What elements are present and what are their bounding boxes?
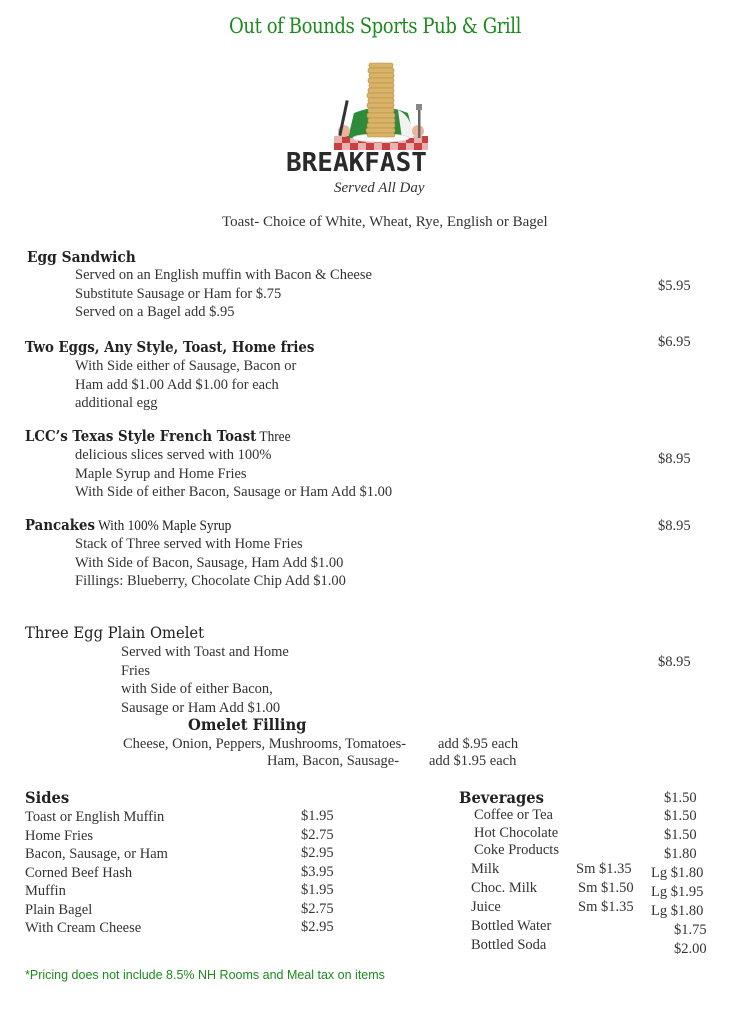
description-line: Served with Toast and Home	[121, 644, 289, 660]
beverage-large-price: Lg $1.95	[651, 884, 704, 900]
item-description	[75, 266, 372, 322]
side-name: Plain Bagel	[25, 901, 93, 918]
item-heading-pancakes	[25, 517, 231, 535]
description-line: Fillings: Blueberry, Chocolate Chip Add $1.00	[75, 573, 346, 589]
description-line: Served on an English muffin with Bacon & Cheese	[75, 267, 372, 283]
description-line: Substitute Sausage or Ham for $.75	[75, 285, 282, 302]
pancake-stack-illustration	[326, 58, 436, 153]
beverage-name: Coke Products	[474, 842, 559, 858]
beverage-name: Bottled Water	[471, 918, 552, 934]
filling-price: add $1.95 each	[429, 753, 517, 769]
side-name: Corned Beef Hash	[25, 864, 133, 881]
item-name-french-toast: LCC’s Texas Style French Toast	[25, 428, 257, 445]
side-price: $2.75	[301, 900, 334, 917]
filling-price: add $.95 each	[438, 736, 519, 752]
item-name-suffix: With 100% Maple Syrup	[95, 518, 232, 534]
filling-items: Ham, Bacon, Sausage-	[267, 753, 400, 769]
side-row	[25, 845, 345, 864]
beverage-large-price: Lg $1.80	[651, 903, 704, 919]
side-price: $2.95	[301, 845, 334, 861]
item-price: $5.95	[658, 278, 691, 294]
side-price: $1.95	[301, 882, 334, 898]
description-line: With Side of either Bacon, Sausage or Ham Add $1.00	[75, 484, 393, 500]
side-row	[25, 901, 345, 920]
side-name: Home Fries	[25, 827, 94, 844]
description-line: Ham add $1.00 Add $1.00 for each	[75, 376, 279, 393]
beverage-price: $1.50	[664, 790, 697, 806]
item-name-pancakes: Pancakes	[25, 517, 96, 534]
toast-note: Toast- Choice of White, Wheat, Rye, English or Bagel	[222, 214, 548, 230]
description-line: With Side of Bacon, Sausage, Ham Add $1.00	[75, 554, 344, 571]
beverage-price: $1.50	[664, 808, 697, 824]
item-price: $8.95	[658, 654, 691, 670]
item-name-egg-sandwich: Egg Sandwich	[27, 248, 136, 266]
sides-list	[25, 808, 345, 938]
subtitle: Served All Day	[334, 180, 425, 196]
side-row	[25, 827, 345, 846]
beverage-price: $1.50	[664, 827, 697, 843]
description-line: additional egg	[75, 395, 158, 411]
item-description	[75, 357, 296, 413]
beverage-name: Bottled Soda	[471, 937, 547, 953]
side-price: $2.95	[301, 919, 334, 935]
side-name: Toast or English Muffin	[25, 809, 165, 825]
beverage-price: $2.00	[674, 941, 707, 957]
beverage-small-price: Sm $1.35	[576, 861, 632, 877]
item-heading-french-toast	[25, 428, 291, 446]
description-line: With Side either of Sausage, Bacon or	[75, 358, 297, 374]
item-price: $8.95	[658, 518, 691, 534]
tax-note: *Pricing does not include 8.5% NH Rooms and Meal tax on items	[25, 968, 385, 982]
side-name: With Cream Cheese	[25, 920, 142, 936]
beverage-name: Choc. Milk	[471, 880, 538, 896]
beverage-name: Milk	[471, 861, 500, 877]
description-line: Maple Syrup and Home Fries	[75, 465, 247, 482]
side-row	[25, 864, 345, 883]
side-price: $1.95	[301, 808, 334, 824]
item-description	[75, 446, 392, 502]
side-row	[25, 882, 345, 901]
description-line: Stack of Three served with Home Fries	[75, 536, 303, 552]
side-row	[25, 919, 345, 938]
side-price: $2.75	[301, 826, 334, 843]
section-title: BREAKFAST	[286, 148, 427, 178]
omelet-filling-title: Omelet Filling	[188, 715, 307, 734]
beverage-name: Juice	[471, 899, 501, 915]
description-line: Served on a Bagel add $.95	[75, 304, 235, 320]
beverage-price: $1.75	[674, 922, 707, 938]
item-description	[75, 535, 346, 591]
beverage-small-price: Sm $1.50	[578, 880, 634, 896]
beverage-small-price: Sm $1.35	[578, 899, 634, 915]
item-name-omelet: Three Egg Plain Omelet	[25, 623, 205, 642]
description-line: Fries	[121, 662, 150, 679]
side-name: Bacon, Sausage, or Ham	[25, 846, 168, 862]
side-name: Muffin	[25, 883, 66, 899]
description-line: with Side of either Bacon,	[121, 681, 273, 697]
beverages-title: Beverages	[459, 788, 544, 807]
item-price: $6.95	[658, 334, 691, 350]
sides-title: Sides	[25, 788, 70, 807]
beverage-price: $1.80	[664, 846, 697, 862]
item-description	[121, 643, 289, 717]
description-line: delicious slices served with 100%	[75, 447, 272, 463]
description-line: Sausage or Ham Add $1.00	[121, 699, 281, 716]
item-name-suffix: Three	[256, 429, 291, 445]
filling-items: Cheese, Onion, Peppers, Mushrooms, Tomatoes-	[123, 736, 407, 752]
beverage-name: Hot Chocolate	[474, 825, 559, 841]
side-price: $3.95	[301, 863, 334, 880]
item-price: $8.95	[658, 451, 691, 467]
item-name-two-eggs: Two Eggs, Any Style, Toast, Home fries	[25, 339, 315, 356]
beverage-large-price: Lg $1.80	[651, 865, 704, 881]
beverage-name: Coffee or Tea	[474, 807, 553, 823]
restaurant-name: Out of Bounds Sports Pub & Grill	[229, 14, 521, 38]
side-row	[25, 808, 345, 827]
